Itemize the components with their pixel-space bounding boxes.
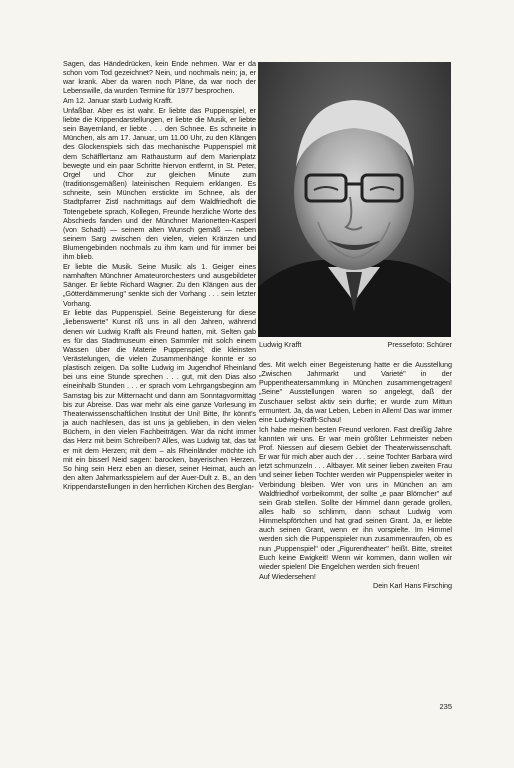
paragraph: Unfaßbar. Aber es ist wahr. Er liebte das Puppenspiel, er liebte die Krippendarstellungen, er liebte die Musik, er liebte sein Bayernland, er liebte . . . den Schnee. Es schneite in München, als am 17. Januar, um 11.00 Uhr, zu den Klängen des Glockenspiels sich das mechanische Puppenspiel mit dem Schäfflertanz am Rathausturm auf dem Marienplatz bewegte und ein paar Schritte hiervon entfernt, in St. Peter, Orgel und Chor zur gleichen Minute zum (traditionsgemäßen) lateinischen Requiem erklangen. Es schneite, sein München erstickte im Schnee, als der Stadtpfarrer Zistl nachmittags auf dem Waldfriedhoft die Totengebete sprach, Kollegen, Freunde herzliche Worte des Abschieds fanden und der Münchner Marionetten-Kasperl (von Schadt) — seinem alten Wunsch gemäß — neben seinem Sarg zwischen den vielen, vielen Kränzen und Blumengebinden nochmals zu ihm kam und für immer bei ihm blieb. — [63, 105, 256, 262]
photo-caption — [259, 340, 452, 349]
page-number: 235 — [439, 702, 452, 711]
paragraph: Am 12. Januar starb Ludwig Krafft. — [63, 96, 173, 106]
paragraph: Er liebte das Puppenspiel. Seine Begeisterung für diese „liebenswerte" Kunst riß uns in all den Jahren, während denen wir Ludwig Krafft als Freund hatten, mit. Selten gab es für das Stadtmuseum einen Sammler mit solch einem Wassen über die Materie Puppenspiel; die kleinsten Verästelungen, die vielen Zusammenhänge konnte er so plastisch zeigen. Da sollte Ludwig im Jugendhof Rheinland bei uns eine Stunde sprechen . . . gut, mit den Dias also eineinhalb Stunden . . . er sprach vom Lehrgangsbeginn am Samstag bis zur Mitternacht und dann am Sonntagvormittag bis zur Abreise. Das war mehr als eine ganze Vorlesung im Theaterwissenschaftlichen Institut der Uni! Bitte, Ihr könnt's ja auch nachlesen, das ist uns ja geblieben, in den vielen Büchern, in den vielen Fachbeiträgen. War da nicht immer das Herz mit beim Schreiben? Alles, was Ludwig tat, das tat er mit dem Herzen; mit dem – als Rheinländer möchte ich mit ein bisserl Neid sagen: barocken, bayerischen Herzen. So hing sein Herz eben an dieser, seiner Heimat, auch an den alten Jahrmarksspielern auf der Auer-Dult z. B., an den Krippendarstellungen in den herrlichen Kirchen des Berglan- — [63, 308, 256, 492]
paragraph: Ich habe meinen besten Freund verloren. Fast dreißig Jahre kannten wir uns. Er war mein größter Lehrmeister neben Prof. Niessen auf diesem Gebiet der Theaterwissenschaft. Er war für mich aber auch der . . . seine Tochter Barbara wird jetzt schmunzeln . . . Altbayer. Mit seiner lieben zweiten Frau und seiner lieben Tochter werden wir Puppenspieler weiter in Verbindung bleiben. Wer von uns in München an am Waldfriedhof vorbeikommt, der sollte „e paar Blömcher" auf sein Grab stellen. Sollte der Himmel dann gerade grollen, alles halb so schlimm, dann schaut Ludwig vom Himmelspförtchen und hat grad seinen Grant. Ja, er liebte auch seinen Grant, wenn er ihn vorspielte. Im Himmel werden sich die Puppenspieler nun zusammenraufen, ob es nun „Puppenspiel" oder „Figurentheater" heißt. Bitte, streitet Euch keine Ewigkeit! Wenn wir kommen, dann wollen wir wieder spielen! Die Engelchen werden sich freuen! — [259, 424, 452, 571]
portrait-photo-illustration — [258, 62, 451, 337]
paragraph: Sagen, das Händedrücken, kein Ende nehmen. War er da schon vom Tod gezeichnet? Nein, und nochmals nein; ja, er war krank. Aber da waren noch Pläne, da war noch der Lebenswille, da wurden Termine für 1977 besprochen. — [63, 59, 256, 96]
caption-credit: Pressefoto: Schürer — [387, 340, 452, 349]
paragraph: des. Mit welch einer Begeisterung hatte er die Ausstellung „Zwischen Jahrmarkt und Varieté" in der Puppentheatersammlung in München zusammengetragen! „Seine" Ausstellungen waren so angelegt, daß der Zuschauer selbst aktiv sein durfte; er wurde zum Mittun ermuntert. Ja, da war Leben, Leben in Allem! Das war immer eine Ludwig-Krafft-Schau! — [259, 360, 452, 424]
paragraph: Auf Wiedersehen! — [259, 571, 316, 581]
paragraph: Er liebte die Musik. Seine Musik: als 1. Geiger eines namhaften Münchner Amateurorchesters und ausgebildeter Sänger. Er liebte Richard Wagner. Zu den Klängen aus der „Götterdämmerung" senkte sich der Vorhang . . . sein letzter Vorhang. — [63, 261, 256, 308]
left-text-column — [63, 59, 256, 492]
signature: Dein Karl Hans Firsching — [373, 581, 452, 591]
portrait-photo — [258, 62, 451, 337]
caption-name: Ludwig Krafft — [259, 340, 302, 349]
right-text-column — [259, 360, 452, 591]
